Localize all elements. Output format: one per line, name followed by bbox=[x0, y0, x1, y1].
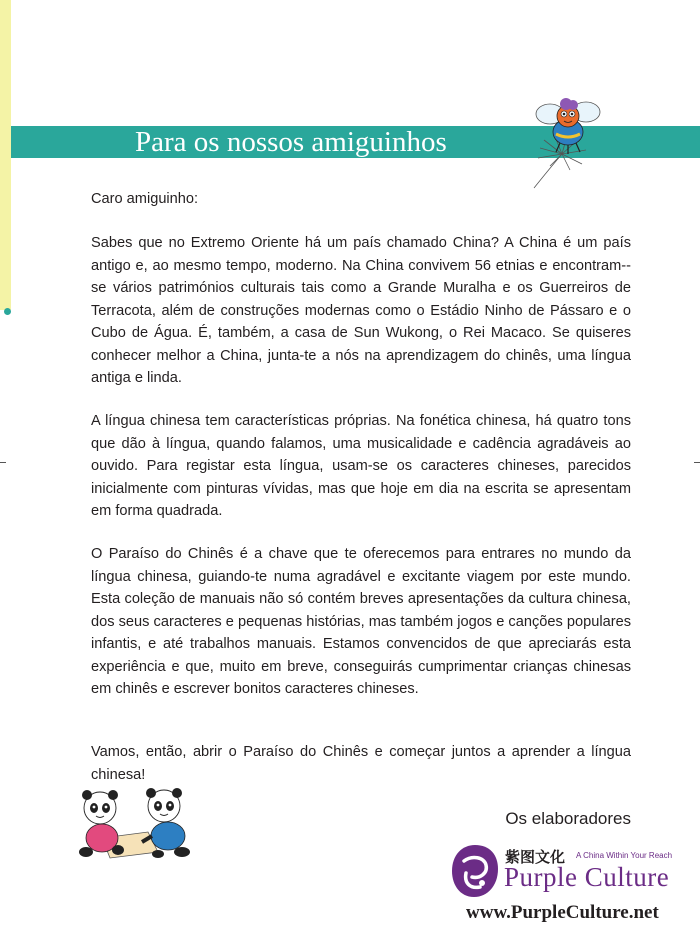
left-margin-dot bbox=[4, 308, 11, 315]
logo-url: www.PurpleCulture.net bbox=[466, 902, 659, 923]
letter-paragraph-4: Vamos, então, abrir o Paraíso do Chinês e começar juntos a aprender a língua chinesa! bbox=[91, 744, 631, 783]
page-title: Para os nossos amiguinhos bbox=[135, 126, 447, 158]
left-margin-bar bbox=[0, 0, 11, 310]
pandas-icon bbox=[72, 782, 202, 862]
crop-mark-left bbox=[0, 462, 6, 463]
letter-salutation: Caro amiguinho: bbox=[91, 191, 199, 207]
letter-paragraph-1: Sabes que no Extremo Oriente há um país chamado China? A China é um país antigo e, ao mesmo tempo, moderno. Na China convivem 56 etnias e encontram--se vários patrimónios culturais tais como a Grande Muralha e os Guerreiros de Terracota, além de construções modernas como o Estádio Ninho de Pássaro e o Cubo de Água. É, também, a casa de Sun Wukong, o Rei Macaco. Se quiseres conhecer melhor a China, junta-te a nós na aprendizagem do chinês, uma língua antiga e linda. bbox=[91, 235, 631, 386]
letter-paragraph-2: A língua chinesa tem características próprias. Na fonética chinesa, há quatro tons que dão à língua, quando falamos, uma musicalidade e cadência agradáveis ao ouvido. Para registar esta língua, usam-se os caracteres chineses, parecidos inicialmente com pinturas vívidas, mas que hoje em dia na escrita se apresentam em forma quadrada. bbox=[91, 413, 631, 519]
purple-culture-logo bbox=[448, 840, 700, 932]
bee-icon bbox=[520, 88, 616, 198]
logo-chinese-name: 紫图文化 bbox=[505, 848, 566, 866]
letter-paragraph-3: O Paraíso do Chinês é a chave que te oferecemos para entrares no mundo da língua chinesa, guiando-te numa agradável e excitante viagem por este mundo. Esta coleção de manuais não só contém breves apresentações da cultura chinesa, dos seus caracteres e pequenas histórias, mas também jogos e canções populares infantis, e até trabalhos manuais. Estamos convencidos de que apreciarás esta experiência e que, muito em breve, conseguirás cumprimentar crianças chinesas em chinês e escrever bonitos caracteres chineses. bbox=[91, 546, 631, 697]
purple-seal-icon bbox=[450, 843, 500, 899]
crop-mark-right bbox=[694, 462, 700, 463]
logo-tagline: A China Within Your Reach bbox=[576, 851, 673, 860]
letter-signature: Os elaboradores bbox=[505, 809, 631, 828]
logo-name: Purple Culture bbox=[504, 862, 670, 892]
